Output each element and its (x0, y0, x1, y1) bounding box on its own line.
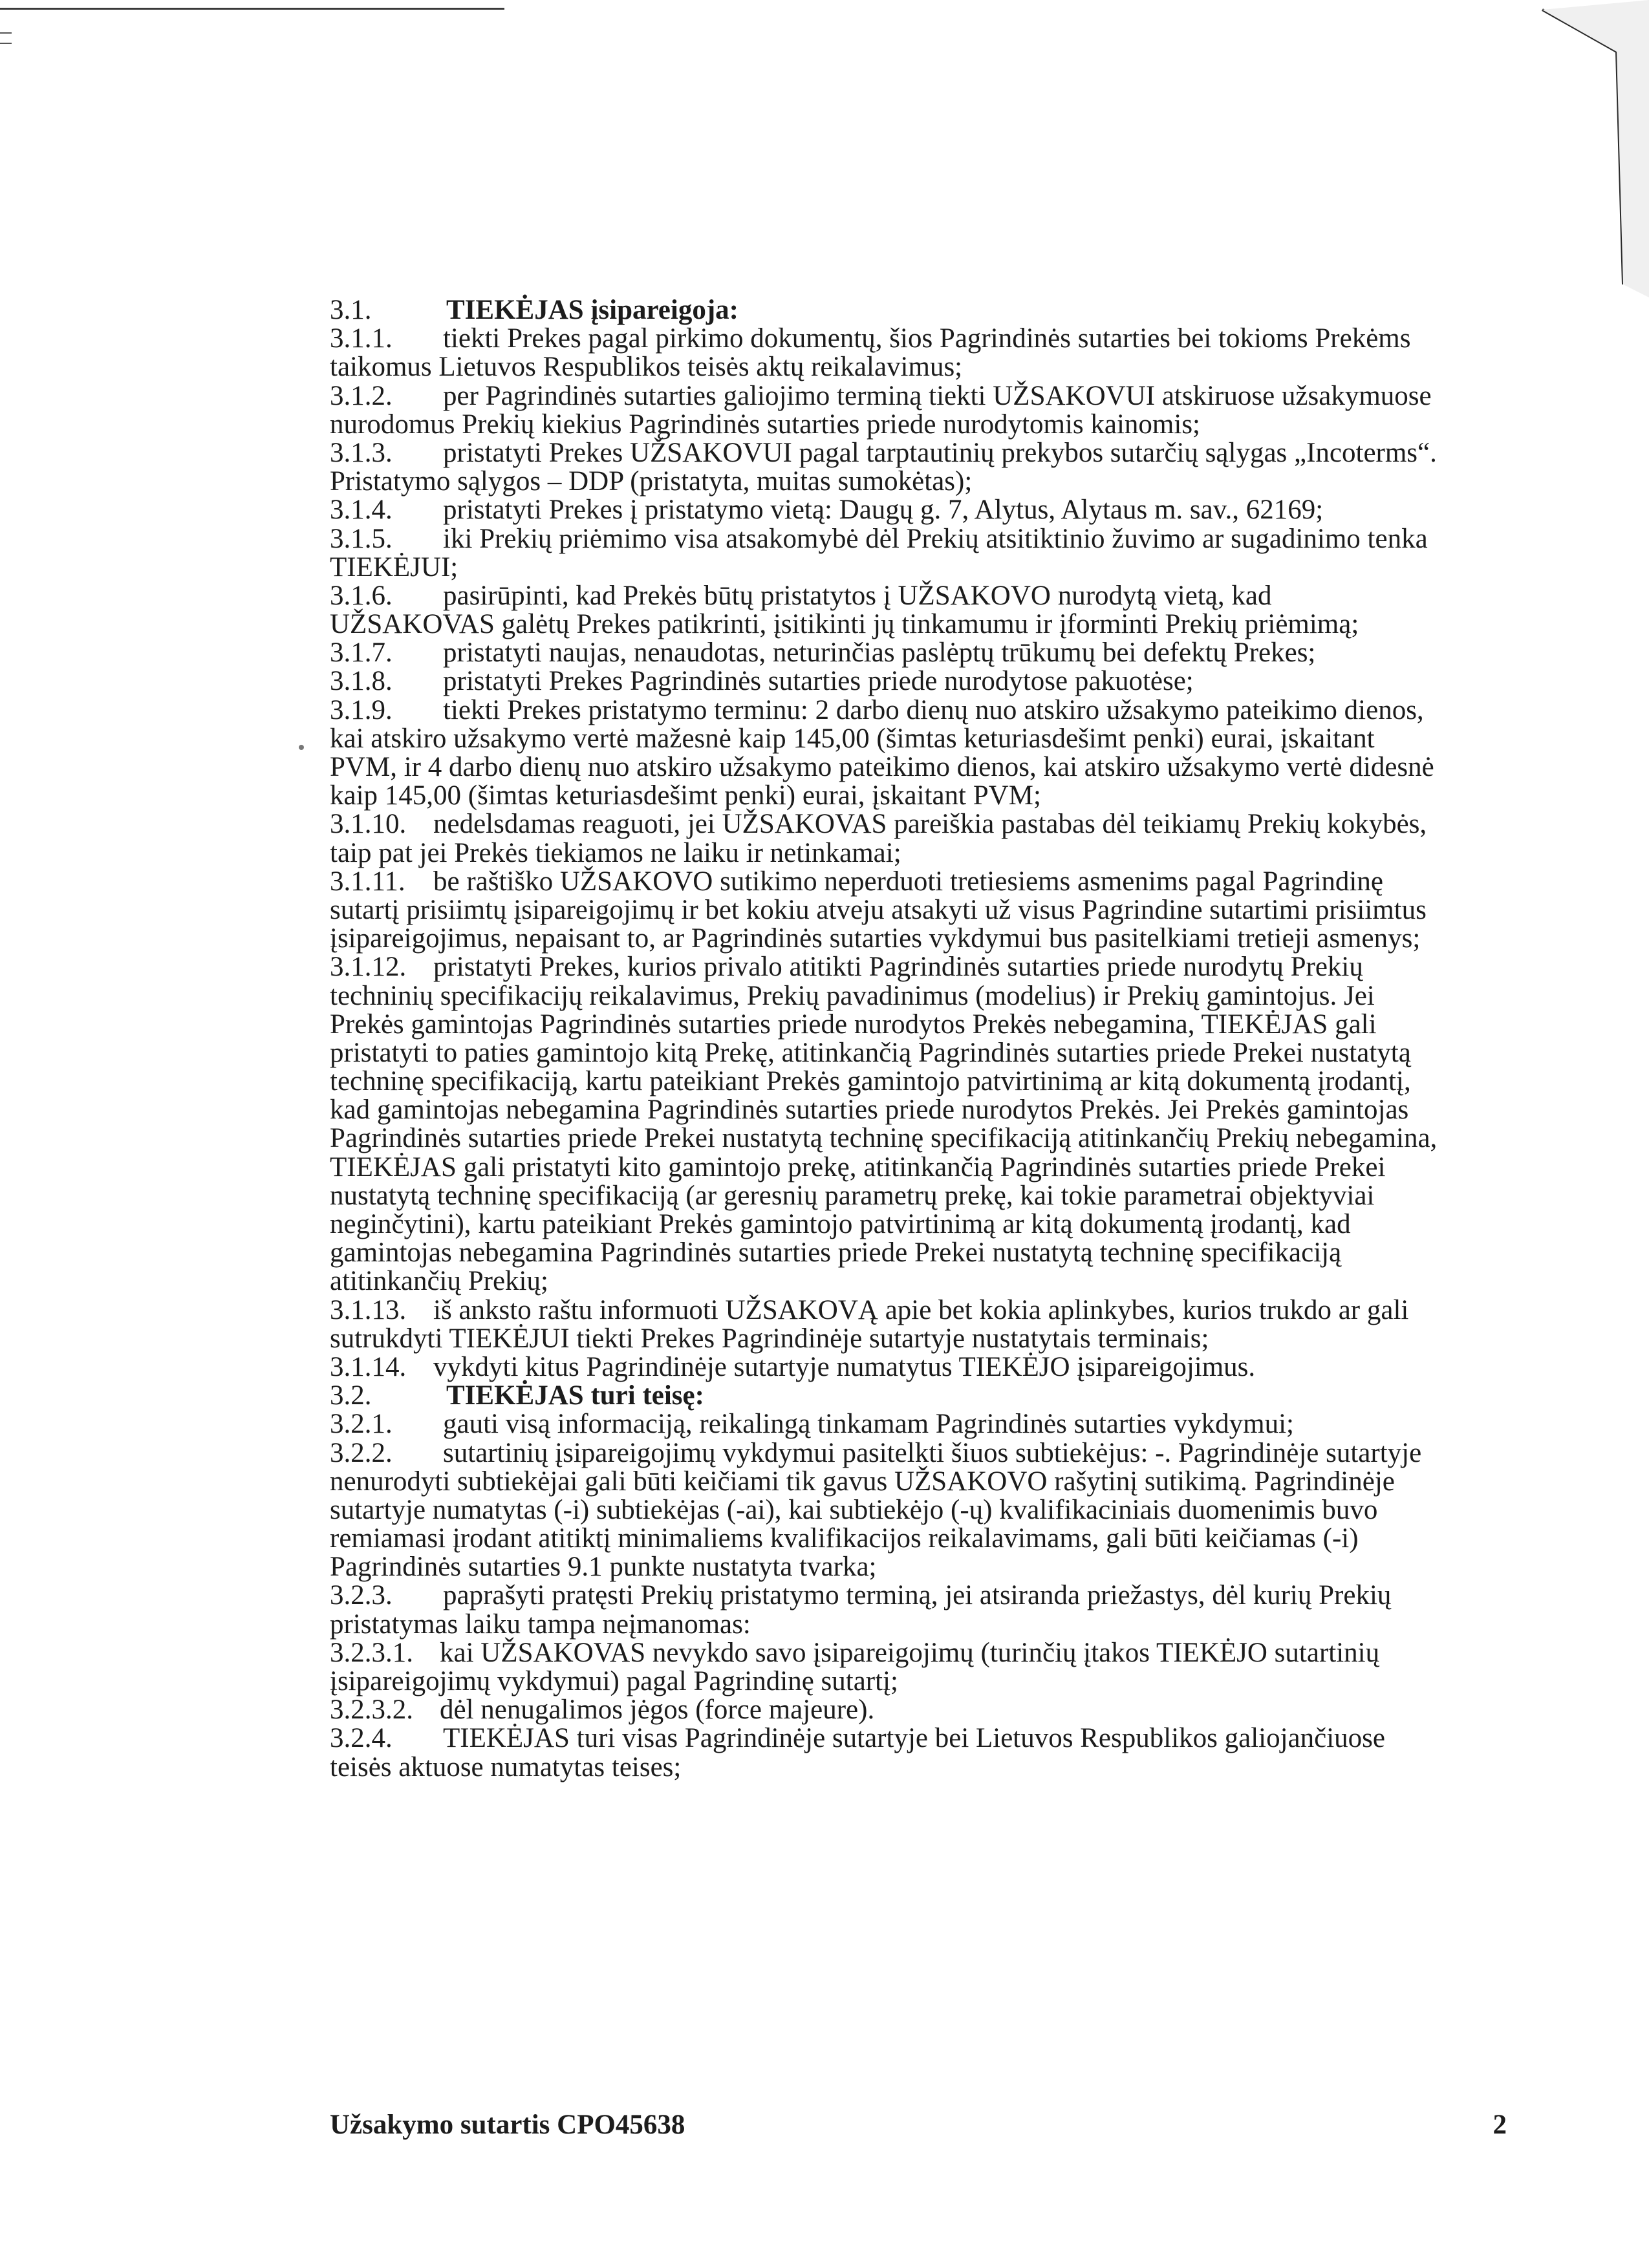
document-line (330, 1696, 1539, 1724)
document-line (330, 639, 1539, 667)
document-line (330, 925, 1539, 953)
document-line (330, 553, 1539, 582)
footer-contract-title: Užsakymo sutartis CPO45638 (330, 2110, 685, 2140)
document-line (330, 1353, 1539, 1382)
document-line (330, 1553, 1539, 1581)
document-line (330, 1468, 1539, 1496)
clause-text: kaip 145,00 (šimtas keturiasdešimt penki) eurai, įskaitant PVM; (330, 780, 1041, 811)
document-line (330, 782, 1539, 810)
clause-number: 3.2.1. (330, 1409, 393, 1440)
clause-text: pristatyti naujas, nenaudotas, neturinčias paslėptų trūkumų bei defektų Prekes; (443, 637, 1316, 669)
clause-text: pristatyti Prekes Pagrindinės sutarties priede nurodytose pakuotėse; (443, 666, 1194, 697)
document-line (330, 439, 1539, 467)
clause-text: per Pagrindinės sutarties galiojimo terminą tiekti UŽSAKOVUI atskiruose užsakymuose (443, 380, 1432, 411)
clause-text: taikomus Lietuvos Respublikos teisės aktų reikalavimus; (330, 352, 963, 383)
clause-text: nurodomus Prekių kiekius Pagrindinės sutarties priede nurodytomis kainomis; (330, 409, 1200, 440)
clause-text: gamintojas nebegamina Pagrindinės sutarties priede Prekei nustatytą techninę specifikaciją (330, 1237, 1342, 1268)
document-line (330, 839, 1539, 868)
document-line (330, 896, 1539, 925)
document-line (330, 1496, 1539, 1524)
footer-page-number: 2 (1493, 2110, 1507, 2140)
section-heading: TIEKĖJAS turi teisę: (446, 1380, 704, 1411)
document-line (330, 696, 1539, 725)
clause-number: 3.2.2. (330, 1437, 393, 1468)
clause-text: sutartyje numatytas (-i) subtiekėjas (-ai), kai subtiekėjo (-ų) kvalifikaciniais duomenimis buvo (330, 1494, 1378, 1525)
document-line (330, 1210, 1539, 1239)
clause-text: techninę specifikaciją, kartu pateikiant Prekės gamintojo patvirtinimą ar kitą dokumentą įrodantį, (330, 1066, 1411, 1097)
document-line (330, 1039, 1539, 1067)
clause-text: teisės aktuose numatytas teises; (330, 1751, 682, 1782)
clause-number: 3.1.3. (330, 437, 393, 468)
document-body (330, 296, 1539, 1782)
document-line (330, 1267, 1539, 1296)
clause-text: iki Prekių priėmimo visa atsakomybė dėl Prekių atsitiktinio žuvimo ar sugadinimo tenka (443, 523, 1428, 554)
clause-number: 3.1.14. (330, 1351, 407, 1382)
clause-text: techninių specifikacijų reikalavimus, Prekių pavadinimus (modelius) ir Prekių gamintojus. Jei (330, 980, 1375, 1011)
clause-number: 3.1.11. (330, 866, 405, 897)
scan-fold-shade (1542, 0, 1649, 297)
clause-text: vykdyti kitus Pagrindinėje sutartyje numatytus TIEKĖJO įsipareigojimus. (433, 1351, 1256, 1382)
document-line (330, 1439, 1539, 1468)
document-line (330, 1067, 1539, 1096)
document-line (330, 1124, 1539, 1153)
clause-text: pristatyti to paties gamintojo kitą Prekę, atitinkančią Pagrindinės sutarties priede Prekei nustatytą (330, 1037, 1411, 1068)
clause-text: TIEKĖJAS gali pristatyti kito gamintojo prekę, atitinkančią Pagrindinės sutarties priede Prekei (330, 1151, 1386, 1182)
clause-text: paprašyti pratęsti Prekių pristatymo terminą, jei atsiranda priežastys, dėl kurių Prekių (443, 1580, 1392, 1611)
clause-text: įsipareigojimų vykdymui) pagal Pagrindinę sutartį; (330, 1666, 898, 1696)
clause-text: be raštiško UŽSAKOVO sutikimo neperduoti tretiesiems asmenims pagal Pagrindinę (433, 866, 1383, 897)
clause-text: sutartį prisiimtų įsipareigojimų ir bet kokiu atveju atsakyti už visus Pagrindine sutartimi prisiimtus (330, 894, 1427, 925)
clause-text: TIEKĖJUI; (330, 551, 458, 583)
document-line (330, 525, 1539, 553)
clause-text: pristatyti Prekes UŽSAKOVUI pagal tarptautinių prekybos sutarčių sąlygas „Incoterms“. (443, 437, 1437, 468)
document-line (330, 810, 1539, 839)
clause-number: 3.1.5. (330, 523, 393, 554)
clause-text: nenurodyti subtiekėjai gali būti keičiami tik gavus UŽSAKOVO rašytinį sutikimą. Pagrindinėje (330, 1466, 1395, 1497)
clause-text: UŽSAKOVAS galėtų Prekes patikrinti, įsitikinti jų tinkamumu ir įforminti Prekių priėmimą; (330, 609, 1359, 640)
clause-number: 3.1. (330, 295, 372, 325)
document-line (330, 582, 1539, 610)
document-line (330, 1724, 1539, 1753)
clause-number: 3.2. (330, 1380, 372, 1411)
clause-text: Pagrindinės sutarties priede Prekei nustatytą techninę specifikaciją atitinkančių Prekių nebegamina, (330, 1123, 1438, 1154)
clause-text: TIEKĖJAS turi visas Pagrindinėje sutartyje bei Lietuvos Respublikos galiojančiuose (443, 1723, 1385, 1754)
clause-text: kai UŽSAKOVAS nevykdo savo įsipareigojimų (turinčių įtakos TIEKĖJO sutartinių (440, 1637, 1380, 1668)
document-line (330, 868, 1539, 896)
document-line (330, 1581, 1539, 1610)
clause-text: PVM, ir 4 darbo dienų nuo atskiro užsakymo pateikimo dienos, kai atskiro užsakymo vertė didesnė (330, 752, 1434, 782)
clause-text: gauti visą informaciją, reikalingą tinkamam Pagrindinės sutarties vykdymui; (443, 1409, 1294, 1440)
clause-text: dėl nenugalimos jėgos (force majeure). (440, 1695, 875, 1726)
scan-fold-line (1542, 10, 1623, 284)
document-line (330, 1639, 1539, 1667)
document-line (330, 1610, 1539, 1639)
clause-text: sutartinių įsipareigojimų vykdymui pasitelkti šiuos subtiekėjus: -. Pagrindinėje sutartyje (443, 1437, 1422, 1468)
clause-text: kad gamintojas nebegamina Pagrindinės sutarties priede nurodytos Prekės. Jei Prekės gamintojas (330, 1095, 1409, 1126)
clause-number: 3.1.2. (330, 380, 393, 411)
clause-number: 3.1.1. (330, 323, 393, 354)
clause-text: remiamasi įrodant atitiktį minimaliems kvalifikacijos reikalavimams, gali būti keičiamas (-i) (330, 1523, 1359, 1554)
clause-number: 3.2.3. (330, 1580, 393, 1611)
clause-number: 3.1.12. (330, 952, 407, 983)
document-line (330, 1410, 1539, 1439)
clause-text: pasirūpinti, kad Prekės būtų pristatytos į UŽSAKOVO nurodytą vietą, kad (443, 580, 1272, 611)
clause-number: 3.1.13. (330, 1294, 407, 1325)
clause-text: atitinkančių Prekių; (330, 1266, 548, 1297)
clause-number: 3.2.3.2. (330, 1695, 413, 1726)
scan-speck (299, 745, 304, 750)
section-heading: TIEKĖJAS įsipareigoja: (446, 295, 738, 325)
document-line (330, 1153, 1539, 1182)
document-line (330, 753, 1539, 782)
document-line (330, 296, 1539, 325)
clause-text: įsipareigojimus, nepaisant to, ar Pagrindinės sutarties vykdymui bus pasitelkiami tretieji asmenys; (330, 923, 1421, 954)
document-line (330, 953, 1539, 981)
document-line (330, 1239, 1539, 1267)
document-line (330, 1753, 1539, 1782)
document-line (330, 1182, 1539, 1210)
clause-text: iš anksto raštu informuoti UŽSAKOVĄ apie bet kokia aplinkybes, kurios trukdo ar gali (433, 1294, 1409, 1325)
clause-text: Pagrindinės sutarties 9.1 punkte nustatyta tvarka; (330, 1552, 877, 1583)
document-line (330, 382, 1539, 411)
clause-text: nedelsdamas reaguoti, jei UŽSAKOVAS pareiškia pastabas dėl teikiamų Prekių kokybės, (433, 809, 1427, 840)
clause-text: nustatytą techninę specifikaciją (ar geresnių parametrų prekę, kai tokie parametrai objektyviai (330, 1180, 1375, 1211)
document-line (330, 467, 1539, 496)
clause-text: pristatyti Prekes, kurios privalo atitikti Pagrindinės sutarties priede nurodytų Prekių (433, 952, 1363, 983)
clause-text: tiekti Prekes pagal pirkimo dokumentų, šios Pagrindinės sutarties bei tokioms Prekėms (443, 323, 1411, 354)
document-line (330, 411, 1539, 439)
clause-text: taip pat jei Prekės tiekiamos ne laiku ir netinkamai; (330, 837, 901, 868)
scan-right-edge-shadow (0, 0, 1649, 323)
document-line (330, 667, 1539, 696)
document-line (330, 1325, 1539, 1353)
document-line (330, 1667, 1539, 1696)
document-line (330, 1096, 1539, 1124)
clause-text: kai atskiro užsakymo vertė mažesnė kaip 145,00 (šimtas keturiasdešimt penki) eurai, įskaitant (330, 723, 1375, 754)
clause-number: 3.1.10. (330, 809, 407, 840)
clause-text: pristatymas laiku tampa neįmanomas: (330, 1609, 751, 1640)
document-line (330, 725, 1539, 753)
clause-number: 3.2.4. (330, 1723, 393, 1754)
clause-text: Prekės gamintojas Pagrindinės sutarties priede nurodytos Prekės nebegamina, TIEKĖJAS gali (330, 1009, 1377, 1040)
clause-number: 3.2.3.1. (330, 1637, 413, 1668)
clause-text: sutrukdyti TIEKĖJUI tiekti Prekes Pagrindinėje sutartyje nustatytais terminais; (330, 1323, 1209, 1354)
document-line (330, 1524, 1539, 1553)
scan-top-edge-line (0, 8, 504, 10)
document-line (330, 353, 1539, 381)
document-line (330, 325, 1539, 353)
document-line (330, 1011, 1539, 1039)
clause-number: 3.1.8. (330, 666, 393, 697)
document-line (330, 496, 1539, 524)
document-line (330, 1296, 1539, 1325)
clause-text: neginčytini), kartu pateikiant Prekės gamintojo patvirtinimą ar kitą dokumentą įrodantį, kad (330, 1209, 1351, 1239)
page-footer (330, 2109, 1507, 2141)
clause-number: 3.1.6. (330, 580, 393, 611)
scan-corner-mark (0, 32, 12, 44)
clause-text: pristatyti Prekes į pristatymo vietą: Daugų g. 7, Alytus, Alytaus m. sav., 62169; (443, 495, 1324, 526)
document-line (330, 610, 1539, 639)
document-line (330, 1382, 1539, 1410)
clause-number: 3.1.7. (330, 637, 393, 669)
clause-number: 3.1.9. (330, 694, 393, 725)
clause-text: tiekti Prekes pristatymo terminu: 2 darbo dienų nuo atskiro užsakymo pateikimo dienos, (443, 694, 1424, 725)
clause-number: 3.1.4. (330, 495, 393, 526)
clause-text: Pristatymo sąlygos – DDP (pristatyta, muitas sumokėtas); (330, 466, 973, 497)
document-line (330, 982, 1539, 1011)
